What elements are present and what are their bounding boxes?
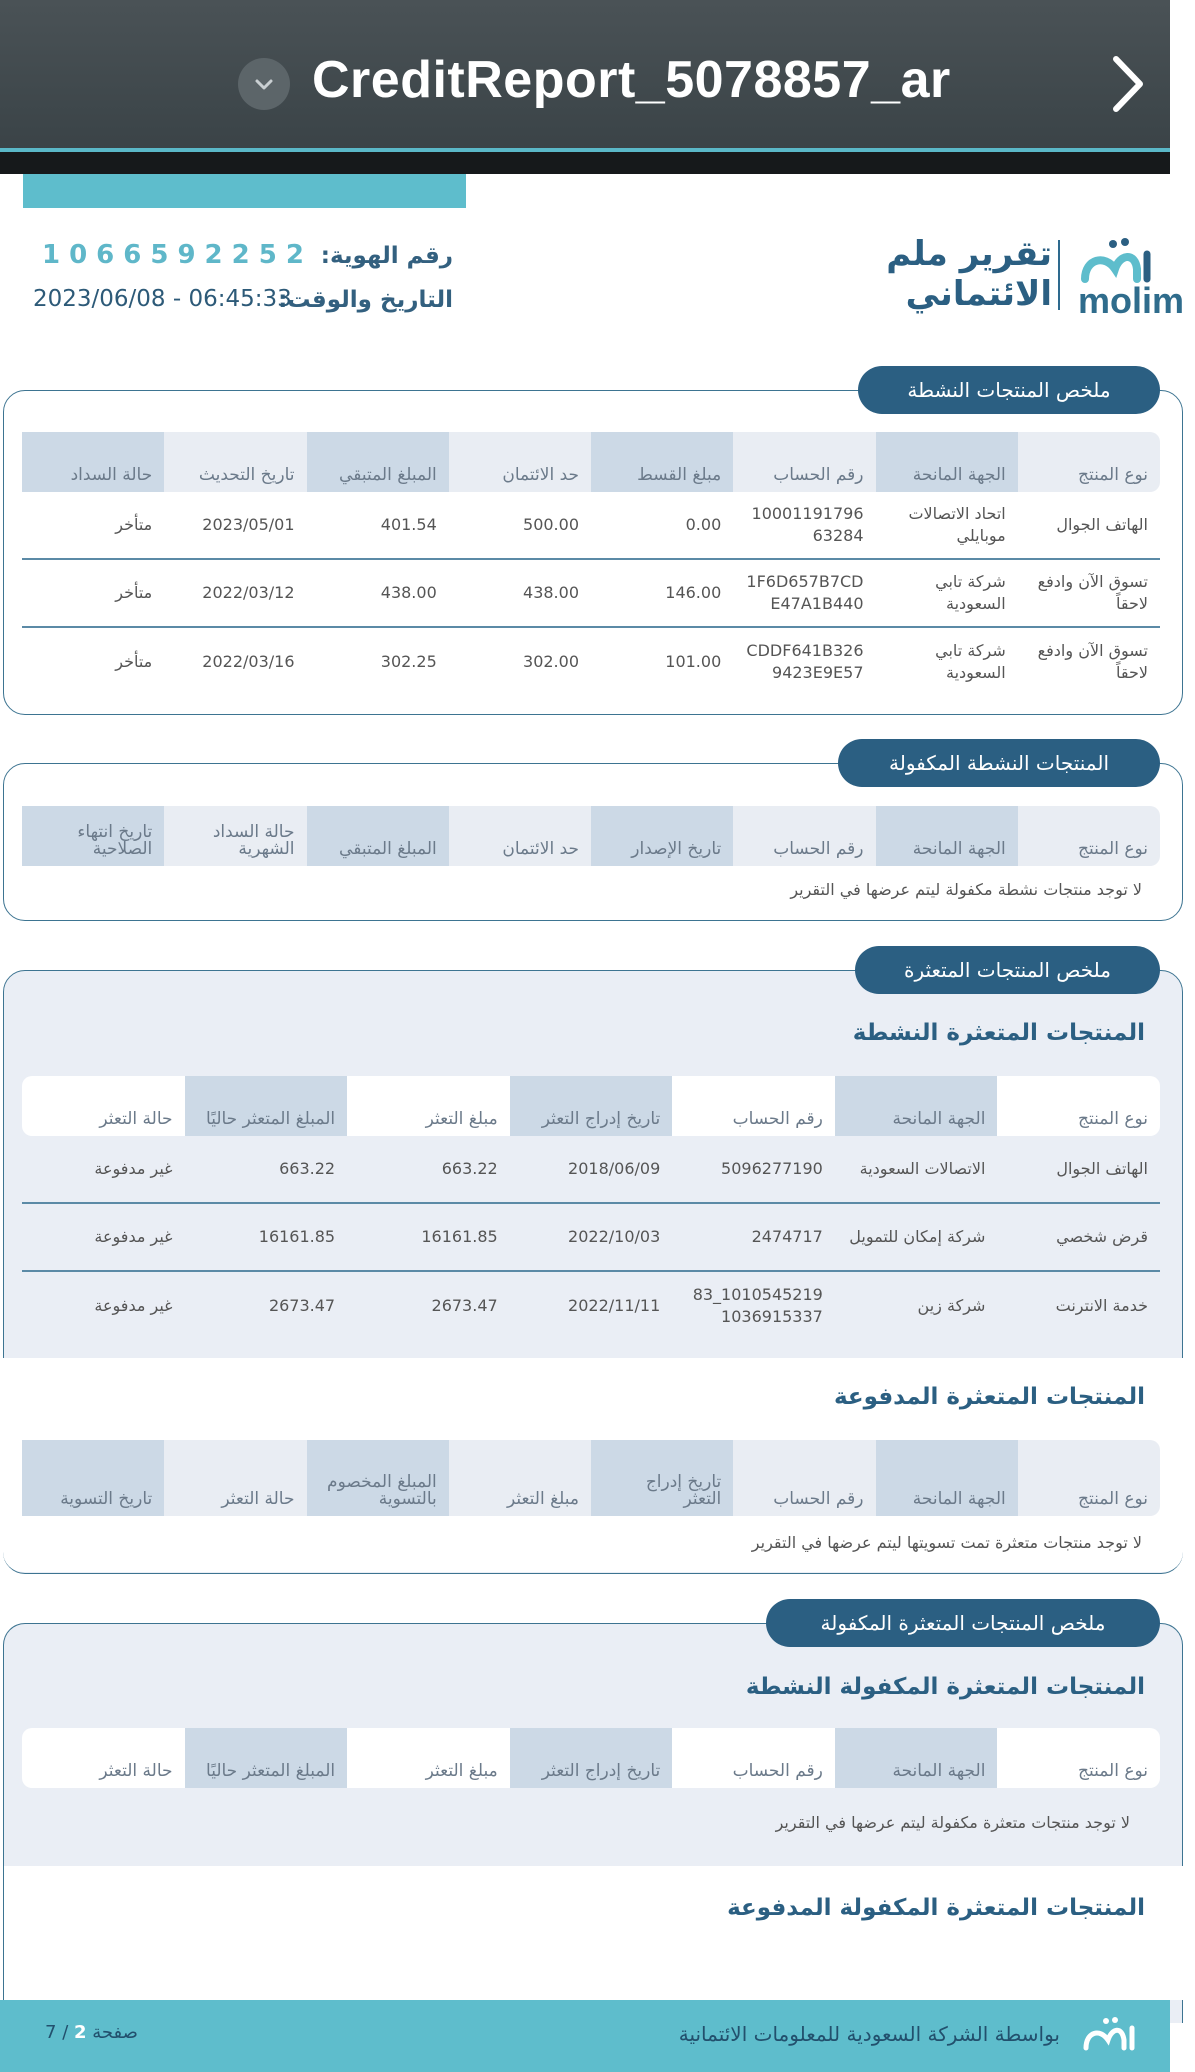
table-cell: 500.00 xyxy=(523,515,579,534)
table-cell: الهاتف الجوال xyxy=(1056,1159,1148,1178)
table-cell: 2022/11/11 xyxy=(568,1296,661,1315)
chevron-down-icon[interactable] xyxy=(238,58,290,110)
active-products-title: ملخص المنتجات النشطة xyxy=(858,366,1160,414)
table-cell: شركة تابي السعودية xyxy=(935,641,1006,682)
datetime-value: 2023/06/08 - 06:45:33 xyxy=(33,286,292,312)
table-cell: غير مدفوعة xyxy=(94,1227,173,1246)
table-cell: 2022/10/03 xyxy=(568,1227,661,1246)
guaranteed-active-header xyxy=(22,806,1160,866)
chevron-right-icon[interactable] xyxy=(1098,50,1158,118)
column-header: الجهة المانحة xyxy=(835,1076,998,1136)
id-value: 1066592252 xyxy=(42,240,313,270)
viewer-toolbar xyxy=(0,0,1170,152)
footer-text: بواسطة الشركة السعودية للمعلومات الائتمانية xyxy=(678,2022,1060,2046)
column-header: حالة التعثر xyxy=(99,1761,173,1781)
page-separator: / xyxy=(62,2022,69,2043)
logo-wordmark: molim xyxy=(1078,280,1185,321)
table-cell: الهاتف الجوال xyxy=(1056,515,1148,534)
column-header: مبلغ القسط xyxy=(591,432,733,492)
table-cell: 16161.85 xyxy=(421,1227,498,1246)
column-header: المبلغ المخصوم بالتسوية xyxy=(307,1440,449,1516)
page-indicator xyxy=(45,2022,138,2043)
table-cell: 663.22 xyxy=(279,1159,336,1178)
report-footer xyxy=(0,2000,1170,2072)
table-cell: 302.00 xyxy=(523,652,579,671)
header-accent-bar xyxy=(23,174,466,208)
table-row xyxy=(22,492,1160,560)
table-cell: 0.00 xyxy=(685,515,722,534)
table-cell: غير مدفوعة xyxy=(94,1159,173,1178)
column-header: نوع المنتج xyxy=(1077,1761,1148,1781)
table-cell: 2673.47 xyxy=(268,1296,336,1315)
column-header: حد الائتمان xyxy=(502,839,579,859)
defaulted-active-title: المنتجات المتعثرة النشطة xyxy=(852,1020,1145,1046)
table-cell: اتحاد الاتصالات موبايلي xyxy=(908,504,1006,545)
column-header: المبلغ المتعثر حاليًا xyxy=(185,1728,348,1788)
guaranteed-defaulted-paid-panel xyxy=(3,1866,1183,2000)
table-row xyxy=(22,628,1160,696)
column-header: رقم الحساب xyxy=(773,465,864,485)
column-header: تاريخ انتهاء الصلاحية xyxy=(22,806,164,866)
table-row xyxy=(22,1204,1160,1272)
table-cell: 2022/03/16 xyxy=(202,652,295,671)
table-cell: 2018/06/09 xyxy=(568,1159,661,1178)
datetime-label: التاريخ والوقت: xyxy=(278,287,453,313)
defaulted-paid-title: المنتجات المتعثرة المدفوعة xyxy=(833,1384,1145,1410)
defaulted-active-header xyxy=(22,1076,1160,1136)
column-header: نوع المنتج xyxy=(1077,1489,1148,1509)
table-cell: 401.54 xyxy=(380,515,437,534)
table-cell: 1F6D657B7CD E47A1B440 xyxy=(746,572,864,613)
table-cell: 302.25 xyxy=(380,652,437,671)
column-header: المبلغ المتعثر حاليًا xyxy=(185,1076,348,1136)
column-header: حالة السداد xyxy=(22,432,164,492)
table-row xyxy=(22,1136,1160,1204)
table-cell: 146.00 xyxy=(665,583,722,602)
table-cell: شركة زين xyxy=(917,1296,986,1315)
column-header: الجهة المانحة xyxy=(835,1728,998,1788)
table-cell: 2474717 xyxy=(751,1227,823,1246)
table-cell: 2673.47 xyxy=(431,1296,498,1315)
table-cell: 1010545219_83 1036915337 xyxy=(692,1285,823,1326)
table-cell: شركة إمكان للتمويل xyxy=(849,1227,986,1246)
table-cell: 2022/03/12 xyxy=(202,583,295,602)
logo-title: تقرير ملم الائتماني xyxy=(886,234,1052,314)
table-cell: خدمة الانترنت xyxy=(1055,1296,1148,1315)
column-header: نوع المنتج xyxy=(1077,1109,1148,1129)
guaranteed-defaulted-active-title: المنتجات المتعثرة المكفولة النشطة xyxy=(745,1674,1145,1700)
logo-divider xyxy=(1058,240,1060,310)
column-header: نوع المنتج xyxy=(1077,465,1148,485)
guaranteed-defaulted-header xyxy=(22,1728,1160,1788)
table-cell: تسوق الآن وادفع لاحقاً xyxy=(1037,572,1148,613)
table-row xyxy=(22,560,1160,628)
column-header: الجهة المانحة xyxy=(876,806,1018,866)
column-header: نوع المنتج xyxy=(1077,839,1148,859)
column-header: رقم الحساب xyxy=(732,1109,823,1129)
column-header: المبلغ المتبقي xyxy=(307,806,449,866)
page-label: صفحة xyxy=(92,2022,138,2043)
column-header: حد الائتمان xyxy=(502,465,579,485)
column-header: مبلغ التعثر xyxy=(506,1489,579,1509)
table-row xyxy=(22,1272,1160,1340)
defaulted-paid-header xyxy=(22,1440,1160,1516)
table-cell: 16161.85 xyxy=(258,1227,336,1246)
table-cell: الاتصالات السعودية xyxy=(859,1159,986,1178)
table-cell: متأخر xyxy=(115,515,153,534)
column-header: الجهة المانحة xyxy=(876,432,1018,492)
column-header: تاريخ التحديث xyxy=(198,465,295,485)
guaranteed-defaulted-paid-title: المنتجات المتعثرة المكفولة المدفوعة xyxy=(727,1895,1145,1921)
table-cell: متأخر xyxy=(115,652,153,671)
column-header: تاريخ التسوية xyxy=(22,1440,164,1516)
table-cell: 438.00 xyxy=(380,583,437,602)
molim-logo xyxy=(880,228,1185,321)
empty-state-text: لا توجد منتجات متعثرة تمت تسويتها ليتم عرضها في التقرير xyxy=(751,1533,1142,1552)
molim-logo-mark-icon xyxy=(1080,2014,1150,2058)
empty-state-text: لا توجد منتجات نشطة مكفولة ليتم عرضها في التقرير xyxy=(790,880,1142,899)
column-header: تاريخ إدراج التعثر xyxy=(591,1440,733,1516)
table-cell: تسوق الآن وادفع لاحقاً xyxy=(1037,641,1148,682)
table-cell: CDDF641B326 9423E9E57 xyxy=(746,641,864,682)
column-header: رقم الحساب xyxy=(773,839,864,859)
id-label: رقم الهوية: xyxy=(320,243,453,269)
guaranteed-defaulted-title: ملخص المنتجات المتعثرة المكفولة xyxy=(766,1599,1160,1647)
column-header: رقم الحساب xyxy=(773,1489,864,1509)
table-cell: 10001191796 63284 xyxy=(751,504,864,545)
empty-state-text: لا توجد منتجات متعثرة مكفولة ليتم عرضها في التقرير xyxy=(775,1813,1130,1832)
column-header: تاريخ إدراج التعثر xyxy=(510,1728,673,1788)
table-cell: 2023/05/01 xyxy=(202,515,295,534)
column-header: مبلغ التعثر xyxy=(425,1761,498,1781)
column-header: حالة التعثر xyxy=(221,1489,295,1509)
table-cell: متأخر xyxy=(115,583,153,602)
page-current: 2 xyxy=(74,2022,87,2043)
document-title: CreditReport_5078857_ar xyxy=(312,51,951,109)
column-header: تاريخ الإصدار xyxy=(591,806,733,866)
column-header: المبلغ المتبقي xyxy=(307,432,449,492)
guaranteed-active-title: المنتجات النشطة المكفولة xyxy=(838,739,1160,787)
page-edge xyxy=(0,152,1170,174)
defaulted-title: ملخص المنتجات المتعثرة xyxy=(855,946,1160,994)
table-cell: شركة تابي السعودية xyxy=(935,572,1006,613)
column-header: رقم الحساب xyxy=(732,1761,823,1781)
active-products-header xyxy=(22,432,1160,492)
table-cell: قرض شخصي xyxy=(1056,1227,1148,1246)
table-cell: 438.00 xyxy=(523,583,579,602)
table-cell: 5096277190 xyxy=(721,1159,823,1178)
page-total: 7 xyxy=(45,2022,57,2043)
table-cell: 663.22 xyxy=(441,1159,498,1178)
column-header: حالة التعثر xyxy=(99,1109,173,1129)
table-cell: 101.00 xyxy=(665,652,722,671)
column-header: تاريخ إدراج التعثر xyxy=(510,1076,673,1136)
column-header: الجهة المانحة xyxy=(876,1440,1018,1516)
column-header: حالة السداد الشهرية xyxy=(212,822,295,859)
table-cell: غير مدفوعة xyxy=(94,1296,173,1315)
column-header: مبلغ التعثر xyxy=(425,1109,498,1129)
